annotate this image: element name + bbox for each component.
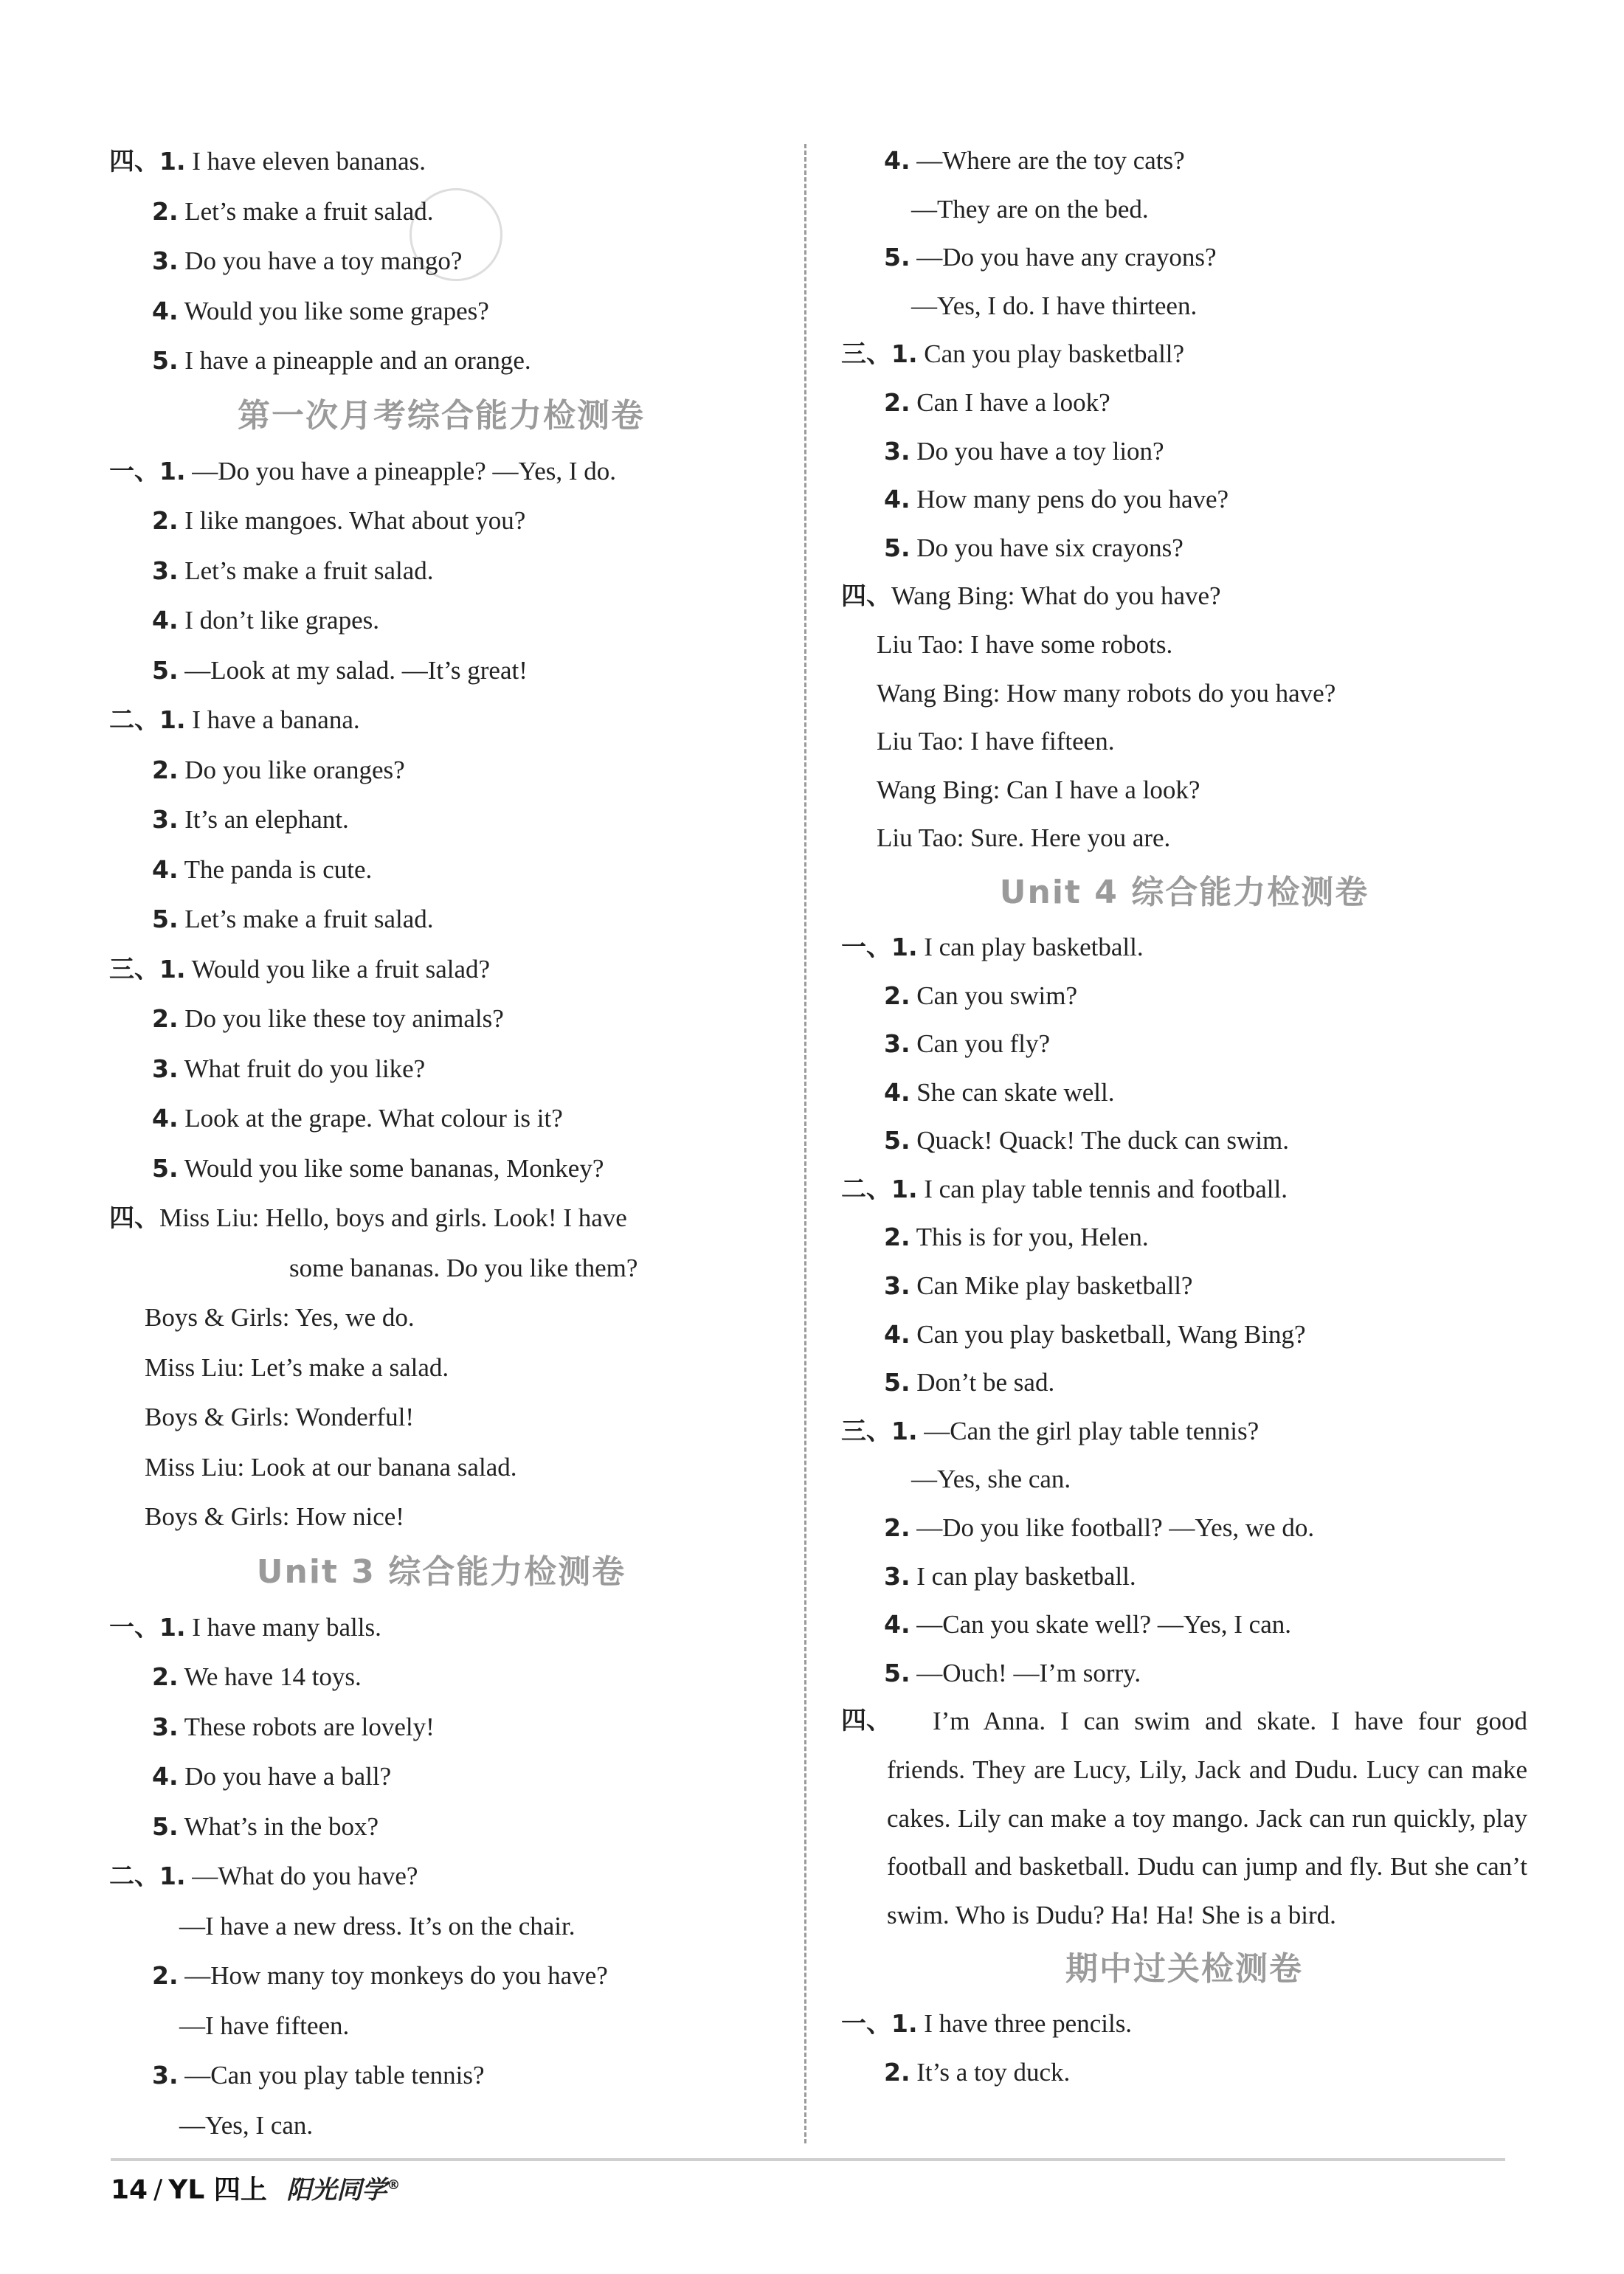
m1-section-one	[109, 446, 773, 696]
answer-line: 5. Would you like some bananas, Monkey?	[152, 1153, 604, 1183]
u3-section-two	[109, 1851, 773, 2150]
section-heading: Unit 3 综合能力检测卷	[256, 1552, 626, 1591]
right-column	[841, 136, 1527, 2097]
answer-line: 2. It’s a toy duck.	[884, 2057, 1071, 2087]
dialogue-line: Wang Bing: Can I have a look?	[877, 775, 1200, 804]
section-mark: 四、	[841, 1706, 891, 1736]
brand-logo: 阳光同学®	[286, 2175, 401, 2205]
u3-section-two-continued	[841, 136, 1527, 330]
answer-line: 4. I don’t like grapes.	[152, 606, 379, 635]
dialogue-line: Boys & Girls: How nice!	[145, 1502, 404, 1531]
answer-line: 3. Can Mike play basketball?	[884, 1271, 1193, 1301]
grade-label: 四上	[213, 2174, 267, 2205]
answer-line: 二、1. I have a banana.	[109, 705, 360, 735]
answer-line: 2. Let’s make a fruit salad.	[152, 196, 434, 226]
answer-line: 3. It’s an elephant.	[152, 805, 349, 834]
dialogue-line: some bananas. Do you like them?	[289, 1253, 638, 1282]
answer-line: 2. Can you swim?	[884, 981, 1078, 1010]
answer-line: 5. —Ouch! —I’m sorry.	[884, 1658, 1141, 1687]
dialogue-line: Liu Tao: I have some robots.	[877, 629, 1173, 659]
answer-line: —I have fifteen.	[179, 2011, 350, 2040]
page-number: 14	[111, 2174, 148, 2205]
passage-text: I’m Anna. I can swim and skate. I have four good friends. They are Lucy, Lily, Jack and Dudu. Lucy can make cakes. Lily can make a toy mango. Jack can run quickly, play football and basketball. Dudu can jump and fly. But she can’t swim. Who is Dudu? Ha! Ha! She is a bird.	[887, 1707, 1527, 1929]
dialogue-line: Liu Tao: I have fifteen.	[877, 727, 1115, 756]
answer-line: 3. —Can you play table tennis?	[152, 2061, 485, 2090]
answer-line: 4. Can you play basketball, Wang Bing?	[884, 1319, 1306, 1349]
answer-line: 4. Look at the grape. What colour is it?	[152, 1104, 563, 1133]
answer-line: 一、1. I can play basketball.	[841, 932, 1144, 962]
u4-section-two	[841, 1165, 1527, 1407]
dialogue-line: Boys & Girls: Yes, we do.	[145, 1303, 415, 1332]
dialogue-line: Wang Bing: How many robots do you have?	[877, 678, 1336, 708]
section-heading: Unit 4 综合能力检测卷	[999, 873, 1369, 911]
answer-line: 5. I have a pineapple and an orange.	[152, 346, 531, 375]
answer-line: 4. —Can you skate well? —Yes, I can.	[884, 1610, 1291, 1639]
answer-line: 三、1. Can you play basketball?	[841, 339, 1185, 370]
u3-section-four-dialogue	[841, 572, 1527, 863]
answer-line: 5. What’s in the box?	[152, 1811, 379, 1841]
dialogue-line: 四、Miss Liu: Hello, boys and girls. Look! I have	[109, 1203, 627, 1233]
answer-line: 3. Do you have a toy lion?	[884, 436, 1164, 466]
answer-line: —Yes, I do. I have thirteen.	[911, 291, 1198, 320]
section-heading: 期中过关检测卷	[1065, 1950, 1303, 1988]
u4-section-four-passage	[841, 1697, 1527, 1939]
column-divider	[804, 144, 806, 2143]
answer-line: 4. She can skate well.	[884, 1077, 1115, 1107]
answer-line: 2. We have 14 toys.	[152, 1662, 362, 1691]
m1-section-four-dialogue	[109, 1193, 773, 1542]
answer-line: —Yes, she can.	[911, 1465, 1071, 1494]
answer-line: 4. The panda is cute.	[152, 854, 373, 884]
dialogue-line: 四、Wang Bing: What do you have?	[841, 581, 1221, 612]
answer-line: 4. Would you like some grapes?	[152, 296, 489, 325]
answer-line: 一、1. I have three pencils.	[841, 2009, 1133, 2039]
m1-section-three	[109, 944, 773, 1194]
footer-rule	[111, 2158, 1505, 2161]
dialogue-line: Boys & Girls: Wonderful!	[145, 1403, 414, 1431]
answer-line: 3. Can you fly?	[884, 1029, 1051, 1059]
answer-line: 5. Let’s make a fruit salad.	[152, 905, 434, 933]
page-footer	[111, 2163, 400, 2208]
answer-line: 3. What fruit do you like?	[152, 1054, 426, 1083]
dialogue-line: Miss Liu: Let’s make a salad.	[145, 1352, 449, 1382]
answer-line: —They are on the bed.	[911, 194, 1149, 224]
answer-line: 四、1. I have eleven bananas.	[109, 147, 426, 176]
answer-line: 3. Do you have a toy mango?	[152, 246, 463, 275]
u3-section-one	[109, 1603, 773, 1852]
answer-line: 一、1. I have many balls.	[109, 1612, 381, 1642]
answer-line: 3. Let’s make a fruit salad.	[152, 556, 434, 585]
answer-line: 4. How many pens do you have?	[884, 485, 1229, 514]
m1-section-two	[109, 695, 773, 944]
answer-line: 5. —Do you have any crayons?	[884, 243, 1217, 272]
u4-section-three	[841, 1407, 1527, 1698]
section-four-top	[109, 136, 773, 386]
edition-code: YL	[168, 2174, 205, 2205]
dialogue-line: Miss Liu: Look at our banana salad.	[145, 1452, 517, 1482]
answer-line: 4. Do you have a ball?	[152, 1762, 392, 1791]
answer-line: 2. —Do you like football? —Yes, we do.	[884, 1513, 1315, 1543]
u4-section-one	[841, 923, 1527, 1165]
answer-line: 2. —How many toy monkeys do you have?	[152, 1961, 608, 1990]
answer-line: 2. I like mangoes. What about you?	[152, 506, 526, 535]
answer-line: 二、1. —What do you have?	[109, 1862, 418, 1891]
answer-line: —I have a new dress. It’s on the chair.	[179, 1911, 576, 1940]
answer-line: 2. Do you like oranges?	[152, 755, 405, 784]
answer-line: 2. This is for you, Helen.	[884, 1223, 1149, 1252]
u3-section-three	[841, 330, 1527, 572]
answer-line: 二、1. I can play table tennis and football.	[841, 1174, 1288, 1204]
answer-line: 一、1. —Do you have a pineapple? —Yes, I do.	[109, 456, 617, 486]
answer-line: 2. Can I have a look?	[884, 387, 1110, 417]
registered-mark-icon: ®	[387, 2177, 401, 2193]
dialogue-line: Liu Tao: Sure. Here you are.	[877, 823, 1171, 853]
answer-line: 5. Quack! Quack! The duck can swim.	[884, 1126, 1289, 1155]
answer-line: —Yes, I can.	[179, 2110, 314, 2140]
answer-line: 5. —Look at my salad. —It’s great!	[152, 655, 528, 685]
answer-line: 三、1. —Can the girl play table tennis?	[841, 1416, 1260, 1446]
answer-line: 3. I can play basketball.	[884, 1561, 1136, 1591]
answer-line: 3. These robots are lovely!	[152, 1712, 435, 1741]
section-heading: 第一次月考综合能力检测卷	[238, 396, 645, 435]
answer-line: 三、1. Would you like a fruit salad?	[109, 954, 491, 984]
answer-line: 4. —Where are the toy cats?	[884, 146, 1185, 175]
answer-line: 2. Do you like these toy animals?	[152, 1004, 504, 1033]
mid-section-one	[841, 2000, 1527, 2096]
answer-line: 5. Do you have six crayons?	[884, 533, 1184, 562]
answer-line: 5. Don’t be sad.	[884, 1368, 1055, 1397]
footer-separator: /	[153, 2174, 163, 2205]
left-column	[109, 136, 773, 2150]
